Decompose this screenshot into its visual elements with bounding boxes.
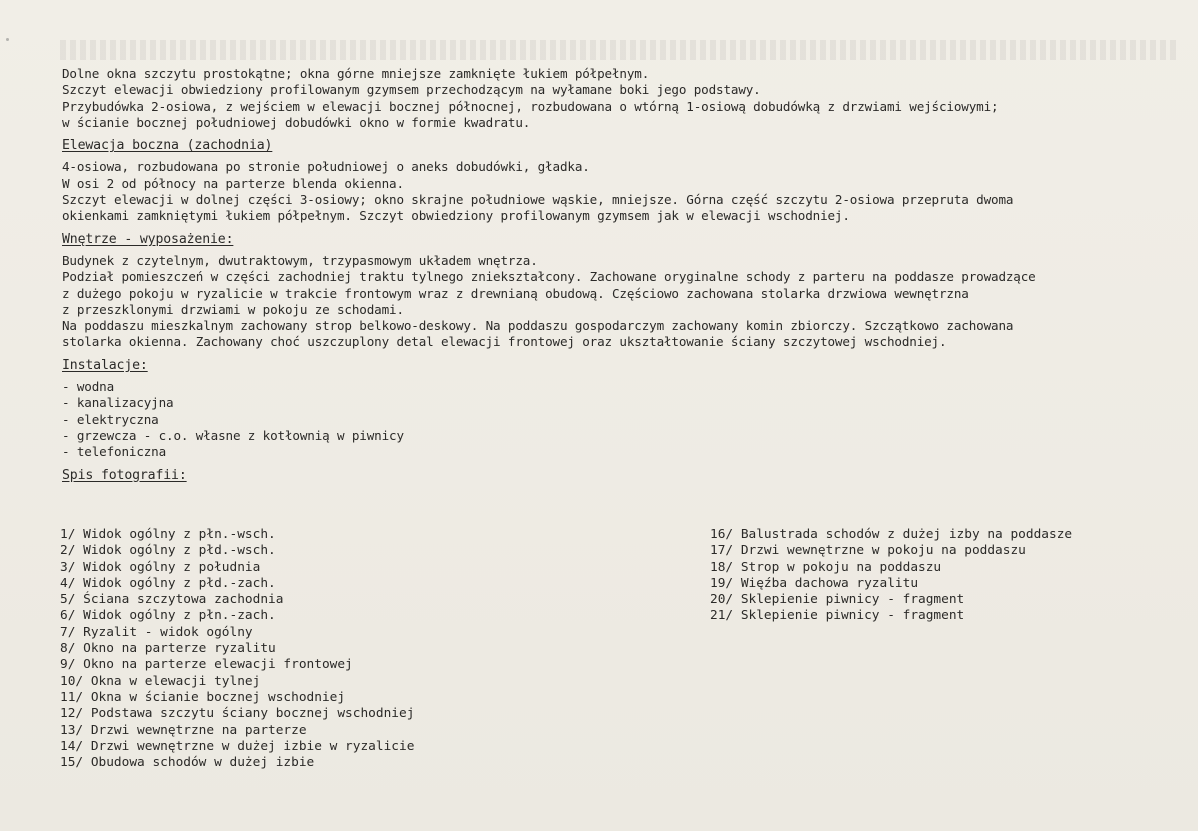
photo-item: 12/ Podstawa szczytu ściany bocznej wschodniej — [60, 706, 415, 722]
photo-item: 3/ Widok ogólny z południa — [60, 559, 261, 575]
text-line: Szczyt elewacji w dolnej części 3-osiowy; okno skrajne południowe wąskie, mniejsze. Górna część szczytu 2-osiowa przepruta dwoma — [62, 192, 1014, 208]
section-heading: Wnętrze - wyposażenie: — [62, 231, 234, 247]
photo-item: 9/ Okno na parterze elewacji frontowej — [60, 657, 353, 673]
text-line: Szczyt elewacji obwiedziony profilowanym gzymsem przechodzącym na wyłamane boki jego podstawy. — [62, 82, 761, 98]
photo-item: 17/ Drzwi wewnętrzne w pokoju na poddaszu — [710, 543, 1026, 559]
photo-item: 16/ Balustrada schodów z dużej izby na poddasze — [710, 527, 1073, 542]
photo-item: 7/ Ryzalit - widok ogólny — [60, 624, 253, 640]
photo-item: 15/ Obudowa schodów w dużej izbie — [60, 755, 315, 771]
document-body — [62, 66, 1142, 489]
text-line: W osi 2 od północy na parterze blenda okienna. — [62, 175, 404, 191]
text-line: stolarka okienna. Zachowany choć uszczuplony detal elewacji frontowej oraz ukształtowanie ściany szczytowej wschodniej. — [62, 334, 947, 350]
text-line: Przybudówka 2-osiowa, z wejściem w elewacji bocznej północnej, rozbudowana o wtórną 1-osiową dobudówką z drzwiami wejściowymi; — [62, 98, 999, 114]
text-line: z przeszklonymi drzwiami w pokoju ze schodami. — [62, 301, 404, 317]
photo-item: 6/ Widok ogólny z płn.-zach. — [60, 608, 276, 624]
photo-item: 14/ Drzwi wewnętrzne w dużej izbie w ryzalicie — [60, 738, 415, 754]
text-line: Dolne okna szczytu prostokątne; okna górne mniejsze zamknięte łukiem półpełnym. — [62, 66, 650, 81]
text-line: Budynek z czytelnym, dwutraktowym, trzypasmowym układem wnętrza. — [62, 252, 538, 268]
text-line: z dużego pokoju w ryzalicie w trakcie frontowym wraz z drewnianą obudową. Częściowo zachowana stolarka drzwiowa wewnętrzna — [62, 285, 969, 301]
list-item: - grzewcza - c.o. własne z kotłownią w piwnicy — [62, 427, 404, 443]
list-item: - elektryczna — [62, 411, 159, 427]
photo-list-right-column — [710, 527, 1072, 625]
section-heading: Elewacja boczna (zachodnia) — [62, 138, 273, 154]
photo-item: 19/ Więźba dachowa ryzalitu — [710, 575, 919, 591]
list-item: - telefoniczna — [62, 444, 167, 460]
paper-speck — [6, 38, 9, 41]
list-item: - wodna — [62, 379, 115, 395]
text-line: okienkami zamkniętymi łukiem półpełnym. Szczyt obwiedziony profilowanym gzymsem jak w elewacji wschodniej. — [62, 208, 850, 224]
photo-item: 13/ Drzwi wewnętrzne na parterze — [60, 722, 307, 738]
photo-item: 4/ Widok ogólny z płd.-zach. — [60, 575, 276, 591]
text-line: 4-osiowa, rozbudowana po stronie południowej o aneks dobudówki, gładka. — [62, 159, 590, 175]
text-line: w ścianie bocznej południowej dobudówki okno w formie kwadratu. — [62, 114, 531, 130]
section-heading: Instalacje: — [62, 357, 148, 373]
photos-heading: Spis fotografii: — [62, 467, 187, 483]
intro-paragraph — [62, 66, 1142, 131]
photo-item: 2/ Widok ogólny z płd.-wsch. — [60, 543, 276, 559]
photo-item: 18/ Strop w pokoju na poddaszu — [710, 559, 942, 575]
photo-list-left-column — [60, 527, 414, 771]
photo-item: 20/ Sklepienie piwnicy - fragment — [710, 592, 965, 608]
photo-item: 21/ Sklepienie piwnicy - fragment — [710, 608, 965, 624]
photo-item: 1/ Widok ogólny z płn.-wsch. — [60, 527, 276, 542]
photo-item: 8/ Okno na parterze ryzalitu — [60, 641, 276, 657]
section-interior — [62, 231, 1142, 351]
photo-item: 11/ Okna w ścianie bocznej wschodniej — [60, 689, 346, 705]
text-line: Na poddaszu mieszkalnym zachowany strop belkowo-deskowy. Na poddaszu gospodarczym zachowany komin zbiorczy. Szczątkowo zachowana — [62, 318, 1014, 334]
bleed-through-text — [60, 40, 1180, 60]
section-elevation-west — [62, 137, 1142, 224]
text-line: Podział pomieszczeń w części zachodniej traktu tylnego zniekształcony. Zachowane oryginalne schody z parteru na poddasze prowadzące — [62, 269, 1036, 285]
section-installations — [62, 357, 1142, 461]
photo-item: 5/ Ściana szczytowa zachodnia — [60, 592, 284, 608]
list-item: - kanalizacyjna — [62, 395, 174, 411]
photo-item: 10/ Okna w elewacji tylnej — [60, 673, 261, 689]
